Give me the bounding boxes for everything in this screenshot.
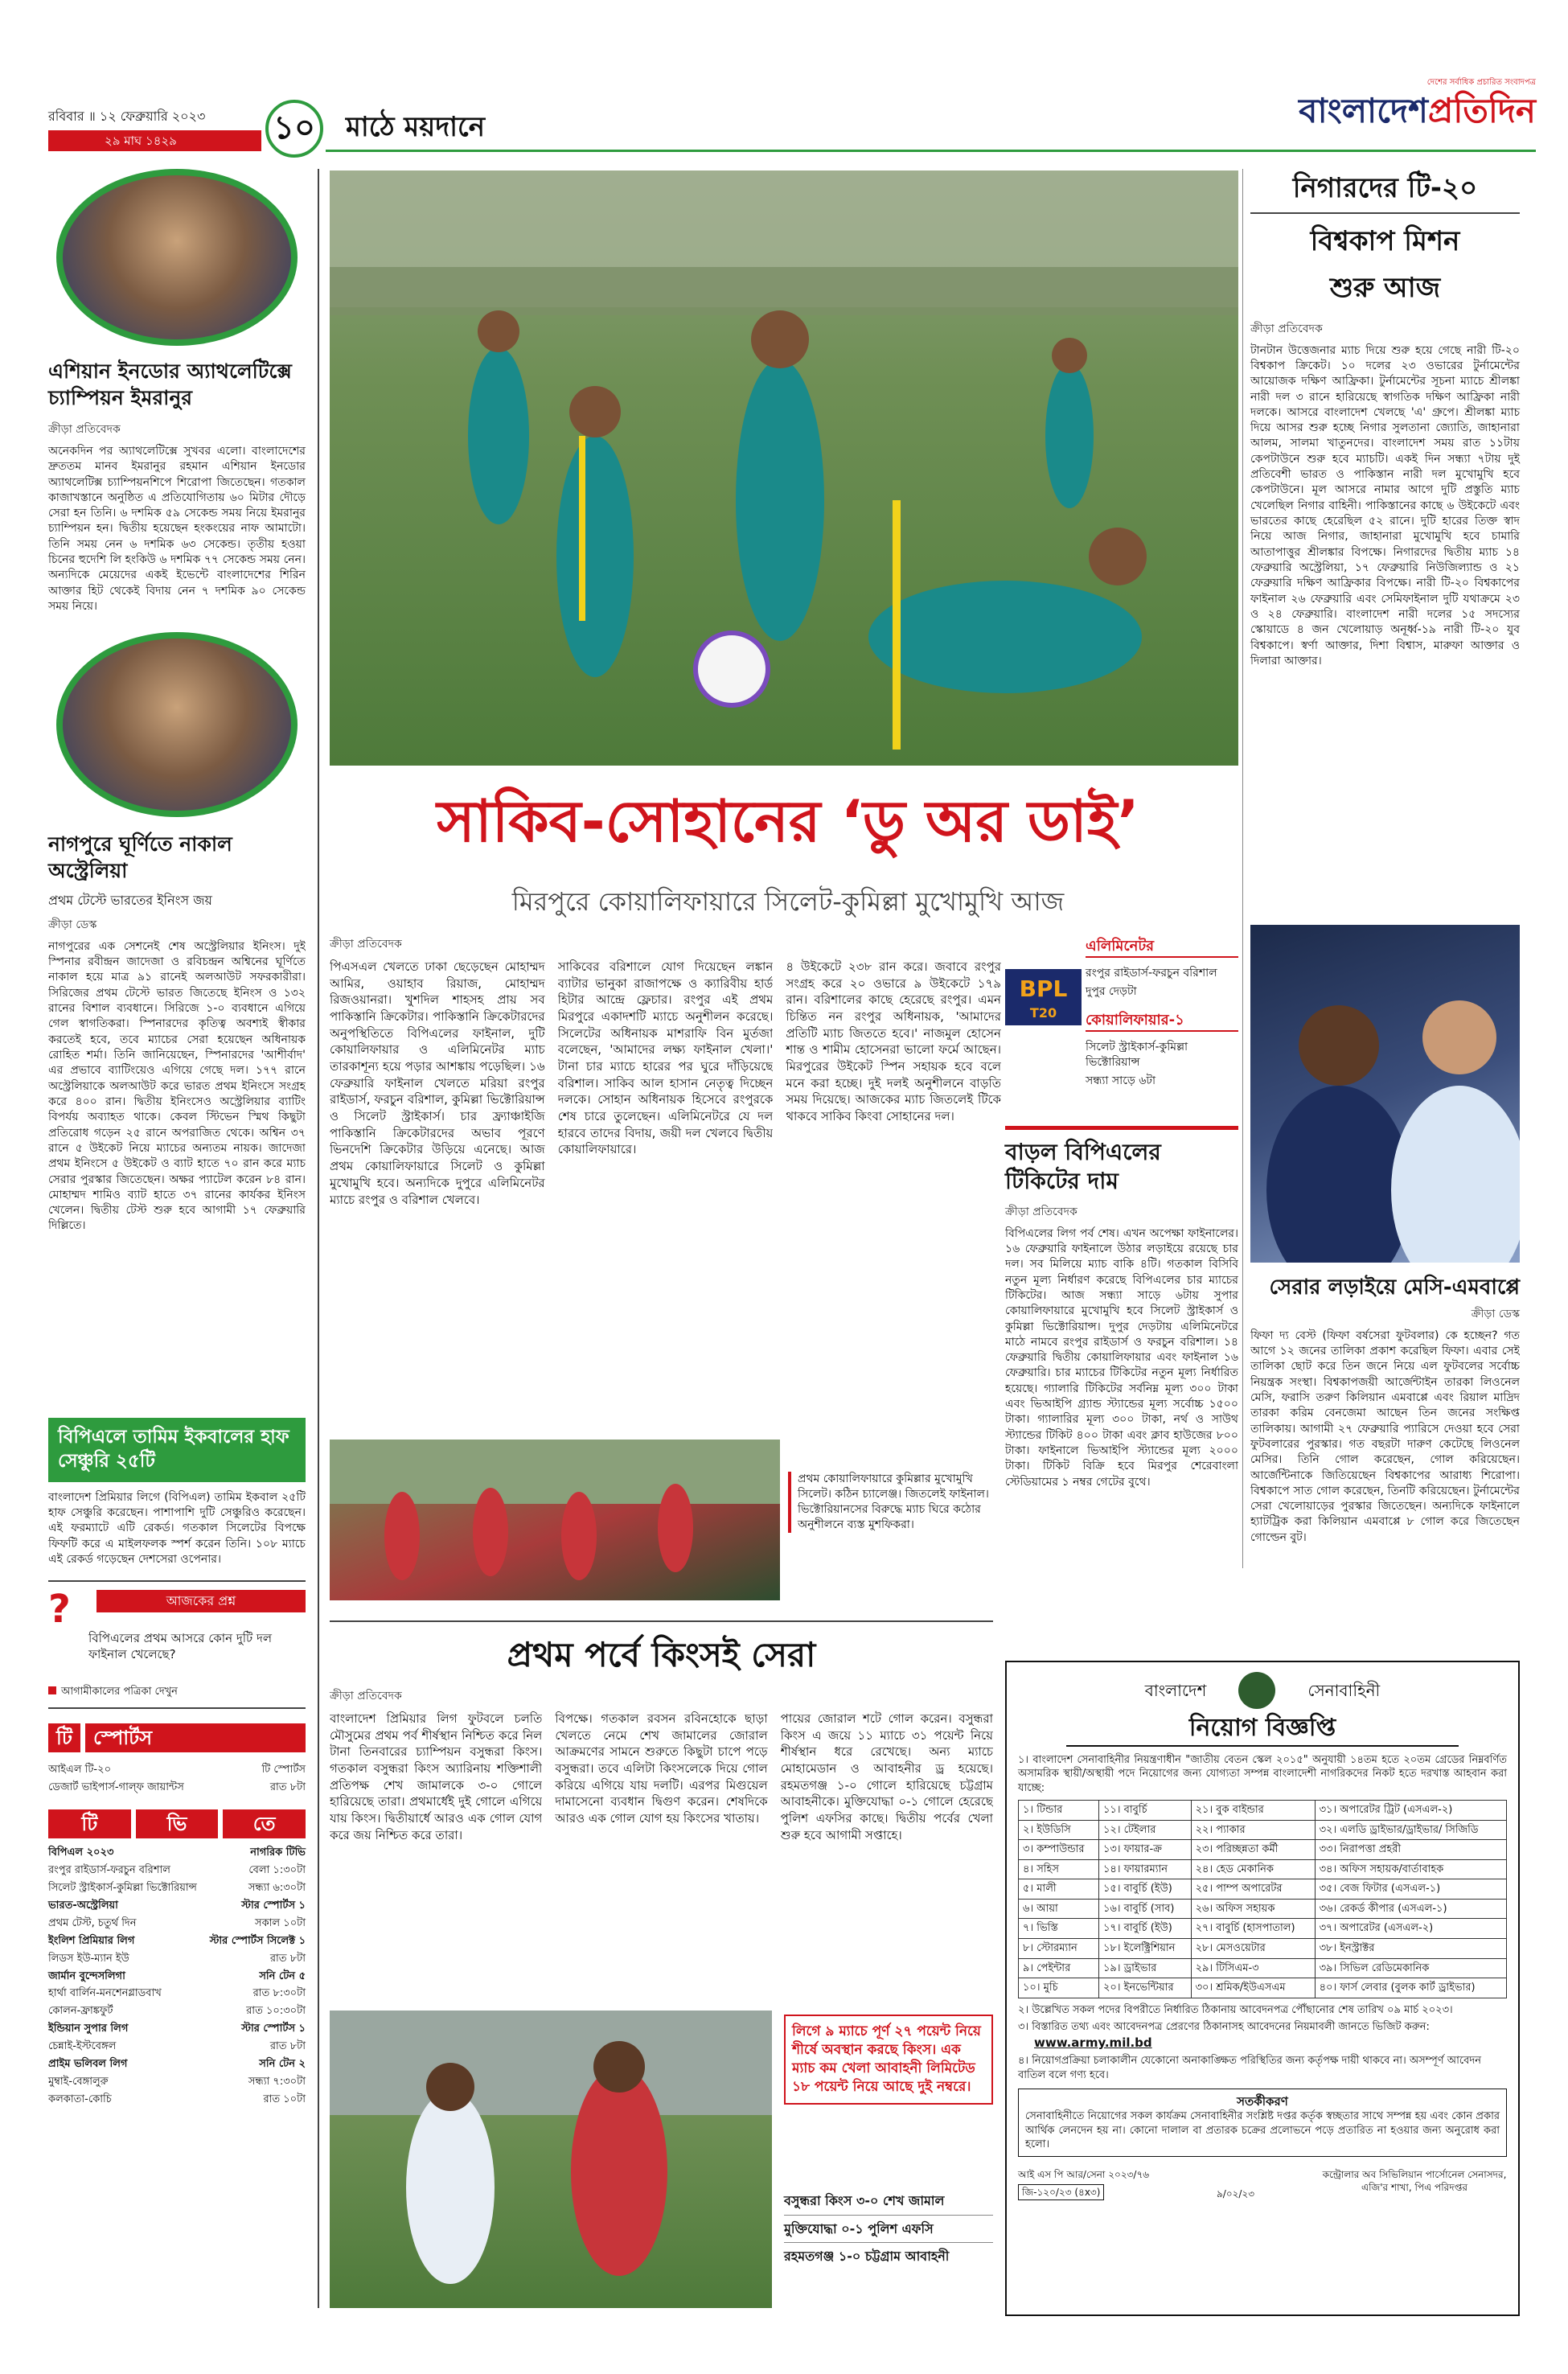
bpl-logo-sub: T20 [1029,1004,1057,1021]
ad-warning [1018,2089,1507,2157]
main-subhead: মিরপুরে কোয়ালিফায়ারে সিলেট-কুমিল্লা মুখোমুখি আজ [511,886,1065,917]
ashwin-photo [56,632,298,817]
tv-channel: সন্ধ্যা ৬:৩০টা [248,1882,306,1895]
tv-channel: সনি টেন ৫ [259,1969,306,1982]
tv-event: ইন্ডিয়ান সুপার লিগ [48,2023,129,2035]
job-cell: ১১। বাবুর্চি [1098,1801,1191,1821]
main-headline [346,787,1230,855]
bpl-logo [1005,969,1082,1025]
tv-list-row [48,2040,306,2054]
main-col-3: ৪ উইকেটে ২৩৮ রান করে। জবাবে রংপুর সংগ্রহ করে ২০ ওভারে ৯ উইকেটে ১৭৯ রান। বরিশালের কাছে হেরেছে রংপুর। এমন চিন্তিত নন রংপুর অধিনায়ক, 'আমাদের প্রতিটি ম্যাচ জিততে হবে।' নাজমুল হোসেন শান্ত ও শামীম হোসেনরা ভালো ফর্মে আছেন। মিরপুরের উইকেট স্পিন সহায়ক হবে বলে মনে করা হচ্ছে। দুই দলই অনুশীলনে বাড়তি সময় দিয়েছে। আজকের ম্যাচ জিতলেই টিকে থাকবে সাকিব কিংবা সোহানের দল। [786,959,1002,1124]
tv-sports-row [48,1781,306,1795]
qualifier-label: কোয়ালিফায়ার-১ [1086,1011,1238,1032]
tv-channel: সন্ধ্যা ৭:৩০টা [248,2075,306,2088]
results-list [784,2187,993,2270]
job-cell: ২৭। বাবুর্চি (হাসপাতাল) [1191,1919,1315,1939]
story2-subtitle: প্রথম টেস্টে ভারতের ইনিংস জয় [48,893,212,909]
messi-story [1250,1275,1520,1586]
tv-channel: নাগরিক টিভি [250,1846,306,1859]
masthead-logo [1299,77,1536,133]
square-bullet-icon [48,1686,56,1694]
tv-event: সিলেট স্ট্রাইকার্স-কুমিল্লা ভিক্টোরিয়ান্স [48,1882,197,1895]
main-col-2: সাকিবের বরিশালে যোগ দিয়েছেন লঙ্কান ব্যাটার ভানুকা রাজাপক্ষে ও ক্যারিবীয় হার্ড হিটার আন্দ্রে ফ্লেচার। রংপুর এই প্রথম মিরপুরে একাদশটি ম্যাচে অনুশীলন করেছে। সিলেটের অধিনায়ক মাশরাফি বিন মুর্তজা বলেছেন, 'আমাদের লক্ষ্য ফাইনাল খেলা।' টানা চার ম্যাচে হারের পর ঘুরে দাঁড়িয়েছে বরিশাল। সাকিব আল হাসান নেতৃত্ব দিচ্ছেন দলকে। সোহান অধিনায়ক হিসেবে রংপুরকে শেষ চারে তুলেছেন। এলিমিনেটরে যে দল হারবে তাদের বিদায়, জয়ী দল খেলবে দ্বিতীয় কোয়ালিফায়ারে। [557,959,774,1157]
women-wc-story [1250,170,1520,669]
job-cell: ১০। মুচি [1019,1978,1099,1998]
eliminator-time: দুপুর দেড়টা [1086,985,1137,999]
football-photo-illustration [330,2011,772,2308]
ad-note-2: ২। উল্লেখিত সকল পদের বিপরীতে নির্ধারিত ঠিকানায় আবেদনপত্র পৌঁছানোর শেষ তারিখ ০৯ মার্চ ২০২৩। [1018,2003,1453,2016]
army-emblem-icon [1238,1672,1275,1709]
ad-footer-date: ৯/০২/২৩ [1216,2188,1255,2200]
tv-list-row [48,1935,306,1949]
tv-channel: রাত ৮:৩০টা [252,1987,306,2000]
messi-mbappe-photo [1250,925,1520,1263]
job-row [1019,1958,1507,1978]
job-cell: ৩০। শ্রমিক/ইউএসএম [1191,1978,1315,1998]
tv-channel: সনি টেন ২ [259,2058,306,2071]
quiz-title: আজকের প্রশ্ন [96,1590,306,1612]
tv-channel: স্টার স্পোর্টস সিলেক্ট ১ [209,1934,306,1947]
tv-list-row [48,1987,306,2001]
tv-channel: রাত ৮টা [269,2040,306,2053]
messi-photo-illustration [1250,925,1520,1263]
job-cell: ১৩। ফায়ার-ক্র [1098,1840,1191,1860]
story2-title: নাগপুরে ঘূর্ণিতে নাকাল অস্ট্রেলিয়া [48,832,232,882]
tv-sports-event: আইএল টি-২০ [48,1764,112,1776]
tv-event: ভারত-অস্ট্রেলিয়া [48,1900,118,1912]
tv-channel: রাত ১০:৩০টা [246,2005,306,2018]
women-title-1: নিগারদের টি-২০ [1250,170,1520,214]
ad-website-link[interactable]: www.army.mil.bd [1034,2035,1152,2050]
army-ad [1005,1661,1520,2316]
messi-byline: ক্রীড়া ডেস্ক [1471,1307,1520,1320]
main-col-1: পিএসএল খেলতে ঢাকা ছেড়েছেন মোহাম্মদ আমির, ওয়াহাব রিয়াজ, মোহাম্মদ রিজওয়ানরা। খুশদিল শাহসহ প্রায় সব পাকিস্তানি ক্রিকেটার। পাকিস্তানি ক্রিকেটারদের অনুপস্থিতিতে বিপিএলের ফাইনাল, দুটি কোয়ালিফায়ার ও এলিমিনেটর ম্যাচ তারকাশূন্য হয়ে পড়ার আশঙ্কায় পড়েছিল। ১৬ ফেব্রুয়ারি ফাইনাল খেলতে মরিয়া রংপুর রাইডার্স, ফরচুন বরিশাল, কুমিল্লা ভিক্টোরিয়ান্স ও সিলেট স্ট্রাইকার্স। চার ফ্র্যাঞ্চাইজি পাকিস্তানি ক্রিকেটারদের অভাব পূরণে ভিনদেশি ক্রিকেটার উড়িয়ে এনেছে। আজ প্রথম কোয়ালিফায়ারে সিলেট ও কুমিল্লা মুখোমুখি হবে। অন্যদিকে দুপুরে এলিমিনেটর ম্যাচে রংপুর ও বরিশাল খেলবে। [330,959,545,1207]
tv-channel: রাত ৮টা [269,1952,306,1965]
women-title-3: শুরু আজ [1329,271,1441,304]
tv-channel: রাত ১০টা [263,2093,306,2105]
tv-sports-tag-2: স্পোর্টস [85,1723,306,1752]
tv-event: কলকাতা-কোচি [48,2093,112,2105]
story3-title-box [48,1418,306,1482]
job-cell: ৩৮। ইনস্ট্রাক্টর [1315,1938,1506,1958]
job-cell: ১৪। ফায়ারম্যান [1098,1859,1191,1879]
tv-event: বিপিএল ২০২৩ [48,1846,114,1859]
bpl-schedule [1005,937,1238,1110]
story1-title: এশিয়ান ইনডোর অ্যাথলেটিক্সে চ্যাম্পিয়ন ইমরানুর [48,359,292,409]
ad-warning-title: সতর্কীকরণ [1237,2094,1288,2109]
quiz-box [48,1580,306,1709]
practice-photo-illustration [330,1440,780,1600]
main-training-photo [330,170,1238,766]
kings-byline: ক্রীড়া প্রতিবেদক [330,1690,402,1702]
job-row [1019,1820,1507,1840]
job-cell: ১২। টেইলার [1098,1820,1191,1840]
ad-org-left: বাংলাদেশ [1144,1680,1207,1700]
story1-byline: ক্রীড়া প্রতিবেদক [48,423,121,436]
qualifier-time: সন্ধ্যা সাড়ে ৬টা [1086,1074,1156,1088]
job-cell: ১৬। বাবুর্চি (সাব) [1098,1899,1191,1919]
kings-rule [330,1620,993,1622]
job-row [1019,1840,1507,1860]
job-cell: ৬। আয়া [1019,1899,1099,1919]
job-cell: ১৯। ড্রাইভার [1098,1958,1191,1978]
job-cell: ১৮। ইলেক্ট্রিশিয়ান [1098,1938,1191,1958]
tv-list-row [48,1882,306,1896]
tv-sports-row [48,1764,306,1777]
job-cell: ২৬। অফিস সহায়ক [1191,1899,1315,1919]
story1-body: অনেকদিন পর অ্যাথলেটিক্সে সুখবর এলো। বাংলাদেশের দ্রুততম মানব ইমরানুর রহমান এশিয়ান ইনডোর অ্যাথলেটিক্স চ্যাম্পিয়নশিপে শিরোপা জিতেছেন। গতকাল কাজাখস্তানে অনুষ্ঠিত এ প্রতিযোগিতায় ৬০ মিটার দৌড়ে সেরা হন তিনি। ৬ দশমিক ৫৯ সেকেন্ড সময় নিয়ে ইমরানুর চ্যাম্পিয়ন হন। দ্বিতীয় হয়েছেন হংকংয়ের নাফ আমাটো। তিনি সময় নেন ৬ দশমিক ৬৩ সেকেন্ড। তৃতীয় হওয়া চিনের হুদেশি লি হংকিউ ৬ দশমিক ৭৭ সেকেন্ড সময় নেন। অন্যদিকে মেয়েদের একই ইভেন্টে বাংলাদেশের শিরিন আক্তার হিট থেকেই বিদায় নেন ৭ দশমিক ৯০ সেকেন্ড সময় নিয়ে। [48,444,306,614]
ad-note-4: ৪। নিয়োগপ্রক্রিয়া চলাকালীন যেকোনো অনাকাঙ্ক্ষিত পরিস্থিতির জন্য কর্তৃপক্ষ দায়ী থাকবে না। অসম্পূর্ণ আবেদন বাতিল বলে গণ্য হবে। [1018,2054,1481,2081]
main-story [330,937,1001,1449]
ticket-story [1005,1126,1238,1717]
job-row [1019,1978,1507,1998]
job-cell: ২২। প্যাকার [1191,1820,1315,1840]
story2-body: নাগপুরের এক সেশনেই শেষ অস্ট্রেলিয়ার ইনিংস। দুই স্পিনার রবীন্দ্রন জাদেজা ও রবিচন্দ্রন অশ্বিনের ঘূর্ণিতে নাকাল হয়ে মাত্র ৯১ রানেই অলআউট সফরকারীরা। সিরিজের প্রথম টেস্টে ভারত জিতেছে ইনিংস ও ১৩২ রানের বিশাল ব্যবধানে। সিরিজে ১-০ ব্যবধানে এগিয়ে গেল স্বাগতিকরা। স্পিনারদের কৃতিত্ব অবশ্যই স্বীকার করতেই হবে, তবে ম্যাচের সেরা হয়েছেন অধিনায়ক রোহিত শর্মা। তিনি জানিয়েছেন, স্পিনারদের 'আশীর্বাদ' এর প্রভাবে ব্যাটিংয়েও এগিয়ে গেছে দল। ১৭৭ রানে অস্ট্রেলিয়াকে অলআউট করে ভারত প্রথম ইনিংসে সংগ্রহ করে ৪০০ রান। দ্বিতীয় ইনিংসেও অস্ট্রেলিয়ার ব্যাটিং বিপর্যয় অব্যাহত থাকে। কেবল স্টিভেন স্মিথ কিছুটা প্রতিরোধ গড়েন ২৫ রানে অপরাজিত থেকে। অশ্বিন ৩৭ রানে ৫ উইকেট নিয়ে ম্যাচের অন্যতম নায়ক। জাদেজা প্রথম ইনিংসে ৫ উইকেট ও ব্যাট হাতে ৭০ রান করে ম্যাচ সেরার পুরস্কার জিতেছেন। অক্ষর প্যাটেল করেন ৮৪ রান। মোহাম্মদ শামিও ব্যাট হাতে ৩৭ রানের কার্যকর ইনিংস খেলেন। দ্বিতীয় টেস্ট শুরু হবে আগামী ১৭ ফেব্রুয়ারি দিল্লিতে। [48,939,306,1233]
story3-body: বাংলাদেশ প্রিমিয়ার লিগে (বিপিএল) তামিম ইকবাল ২৫টি হাফ সেঞ্চুরি করেছেন। পাশাপাশি দুটি সেঞ্চুরিও করেছেন। এই ফরম্যাটে এটি রেকর্ড। গতকাল সিলেটের বিপক্ষে ফিফটি করে এ মাইলফলক স্পর্শ করেন তিনি। ১০৮ ম্যাচে এই রেকর্ড গড়েছেন দেশসেরা ওপেনার। [48,1490,306,1566]
job-cell: ২৯। টিসিএম-৩ [1191,1958,1315,1978]
kings-story [330,1689,993,2000]
eliminator-label: এলিমিনেটর [1086,937,1238,958]
job-cell: ৩৬। রেকর্ড কীপার (এসএল-১) [1315,1899,1506,1919]
tv-sports-event: ডেজার্ট ভাইপার্স-গাল্‌ফ জায়ান্টস [48,1781,184,1794]
job-cell: ২১। বুক বাইন্ডার [1191,1801,1315,1821]
job-row [1019,1879,1507,1900]
tv-header [48,1809,306,1838]
tv-sports-channel: টি স্পোর্টস [261,1764,306,1776]
section-title: মাঠে ময়দানে [346,111,485,143]
women-title-2: বিশ্বকাপ মিশন [1310,224,1460,257]
job-cell: ৯। পেইন্টার [1019,1958,1099,1978]
job-cell: ৪। সহিস [1019,1859,1099,1879]
qualifier-photo-caption: প্রথম কোয়ালিফায়ারে কুমিল্লার মুখোমুখি সিলেট। কঠিন চ্যালেঞ্জ। জিতলেই ফাইনাল। ভিক্টোরিয়ানসের বিরুদ্ধে ম্যাচ ঘিরে কঠোর অনুশীলনে ব্যস্ত মুশফিকরা। [788,1472,997,1533]
result-item: বসুন্ধরা কিংস ৩-০ শেখ জামাল [784,2187,993,2216]
job-cell: ৩। কম্পাউন্ডার [1019,1840,1099,1860]
header-date: রবিবার ॥ ১২ ফেব্রুয়ারি ২০২৩ [48,109,206,124]
job-cell: ২৩। পরিচ্ছন্নতা কর্মী [1191,1840,1315,1860]
question-icon: ? [48,1587,71,1633]
tv-event: রংপুর রাইডার্স-ফরচুন বরিশাল [48,1864,170,1877]
tv-event: কোলন-ফ্রাঙ্কফুর্ট [48,2005,113,2018]
kings-red-box: লিগে ৯ ম্যাচে পূর্ণ ২৭ পয়েন্ট নিয়ে শীর্ষে অবস্থান করছে কিংস। এক ম্যাচ কম খেলা আবাহনী লিমিটেড ১৮ পয়েন্ট নিয়ে আছে দুই নম্বরে। [784,2015,993,2105]
tv-event: প্রথম টেস্ট, চতুর্থ দিন [48,1916,137,1929]
ad-note-3: ৩। বিস্তারিত তথ্য এবং আবেদনপত্র প্রেরণের ঠিকানাসহ আবেদনের নিয়মাবলী জানতে ভিজিট করুন: [1018,2021,1430,2034]
masthead-name-2: প্রতিদিন [1427,90,1536,130]
tv-list-row [48,2023,306,2036]
ad-footer-ref: আই এস পি আর/সেনা ২০২৩/৭৬ [1018,2168,1150,2180]
bpl-logo-text: BPL [1019,975,1068,1002]
tv-channel: স্টার স্পোর্টস ১ [241,1900,306,1912]
tv-event: ইংলিশ প্রিমিয়ার লিগ [48,1934,135,1947]
quiz-question: বিপিএলের প্রথম আসরে কোন দুটি দল ফাইনাল খেলেছে? [88,1630,273,1661]
tv-list-row [48,1900,306,1913]
ticket-body: বিপিএলের লিগ পর্ব শেষ। এখন অপেক্ষা ফাইনালের। ১৬ ফেব্রুয়ারি ফাইনালে উঠার লড়াইয়ে রয়েছে চার দল। সব মিলিয়ে ম্যাচ বাকি ৪টি। গতকাল বিসিবি নতুন মূল্য নির্ধারণ করেছে বিপিএলের চার ম্যাচের টিকিটের। আজ সন্ধ্যা সাড়ে ৬টায় সুপার কোয়ালিফায়ারে মুখোমুখি হবে সিলেট স্ট্রাইকার্স ও কুমিল্লা ভিক্টোরিয়ান্স। দুপুর দেড়টায় এলিমিনেটরে মাঠে নামবে রংপুর রাইডার্স ও ফরচুন বরিশাল। ১৪ ফেব্রুয়ারি দ্বিতীয় কোয়ালিফায়ার এবং ফাইনাল ১৬ ফেব্রুয়ারি। চার ম্যাচের টিকিটের নতুন মূল্য নির্ধারিত হয়েছে। গ্যালারি টিকিটের সর্বনিম্ন মূল্য ৩০০ টাকা এবং ভিআইপি গ্র্যান্ড স্ট্যান্ডের মূল্য সর্বোচ্চ ১৫০০ টাকা। গ্যালারির মূল্য ৩০০ টাকা, নর্থ ও সাউথ স্ট্যান্ডের টিকিট ৪০০ টাকা এবং ক্লাব হাউজের ৮০০ টাকা। ফাইনালে ভিআইপি স্ট্যান্ডের মূল্য ২০০০ টাকা। টিকিট বিক্রি হবে মিরপুর শেরেবাংলা স্টেডিয়ামের ১ নম্বর গেটের বুথে। [1005,1226,1238,1489]
job-cell: ৪০। ফার্স লেবার (বুলক কার্ট ড্রাইভার) [1315,1978,1506,1998]
tv-channel: সকাল ১০টা [254,1916,306,1929]
tv-list-row [48,1970,306,1984]
tv-list [48,1846,306,2106]
header-date-bar: ২৯ মাঘ ১৪২৯ [48,130,261,151]
qualifier-practice-photo [330,1440,780,1600]
women-byline: ক্রীড়া প্রতিবেদক [1250,322,1323,335]
kings-title: প্রথম পর্বে কিংসই সেরা [507,1635,816,1674]
tv-event: মুম্বাই-বেঙ্গালুরু [48,2075,109,2088]
job-cell: ২৮। মেসওয়েটার [1191,1938,1315,1958]
tv-event: জার্মান বুন্দেসলিগা [48,1969,125,1982]
job-cell: ২০। ইনভেন্টিয়ার [1098,1978,1191,1998]
tv-sports-channel: রাত ৮টা [269,1781,306,1794]
job-cell: ৭। ভিস্তি [1019,1919,1099,1939]
messi-title: সেরার লড়াইয়ে মেসি-এমবাপ্পে [1269,1275,1520,1300]
job-cell: ৮। স্টোরম্যান [1019,1938,1099,1958]
tv-tag-1: টি [48,1809,131,1838]
headline-part-a: সাকিব-সোহানের [437,787,821,855]
tv-sports-header [48,1723,306,1752]
ad-title: নিয়োগ বিজ্ঞপ্তি [1066,1712,1459,1747]
kings-col-1: বাংলাদেশ প্রিমিয়ার লিগ ফুটবলে চলতি মৌসুমের প্রথম পর্ব শীর্ষস্থান নিশ্চিত করে নিল টানা তিনবারের চ্যাম্পিয়ন বসুন্ধরা কিংস। গতকাল বসুন্ধরা কিংস অ্যারিনায় শক্তিশালী প্রতিপক্ষ শেখ জামালকে ৩-০ গোলে হারিয়েছে তারা। প্রথমার্ধেই দুই গোলে এগিয়ে যায় কিংস। দ্বিতীয়ার্ধে আরও এক গোল যোগ করে জয় নিশ্চিত করে তারা। [330,1711,543,1842]
tv-sports-tag-1: টি [48,1723,80,1752]
job-row [1019,1919,1507,1939]
quiz-footer [48,1685,306,1699]
messi-body: ফিফা দ্য বেস্ট (ফিফা বর্ষসেরা ফুটবলার) কে হচ্ছেন? গত আগে ১২ জনের তালিকা প্রকাশ করেছিল ফিফা। এবার সেই তালিকা ছোট করে তিন জনে নিয়ে এল ফুটবলের সর্বোচ্চ নিয়ন্ত্রক সংস্থা। বিশ্বকাপজয়ী আর্জেন্টাইন তারকা লিওনেল মেসি, ফরাসি তরুণ কিলিয়ান এমবাপ্পে এবং রিয়াল মাদ্রিদ তারকা করিম বেনজেমা আছেন তিন জনের সংক্ষিপ্ত তালিকায়। আগামী ২৭ ফেব্রুয়ারি প্যারিসে দেওয়া হবে সেরা ফুটবলারের পুরস্কার। গত বছরটা দারুণ কেটেছে লিওনেল মেসির। তিনি গোল করেছেন, গোল করিয়েছেন। আর্জেন্টিনাকে জিতিয়েছেন বিশ্বকাপের আরাধ্য শিরোপা। বিশ্বকাপে সাত গোল করেছেন, তিনটি করিয়েছেন। টুর্নামেন্টের সেরা খেলোয়াড়ের পুরস্কার জিতেছেন। অন্যদিকে ফাইনালে হ্যাটট্রিক করা কিলিয়ান এমবাপ্পে ৮ গোল করে জিতেছেন গোল্ডেন বুট। [1250,1329,1520,1544]
left-column [48,169,306,2111]
tv-list-row [48,1917,306,1931]
tv-list-row [48,1953,306,1966]
job-cell: ৩৪। অফিস সহায়ক/বার্তাবাহক [1315,1859,1506,1879]
main-photo-illustration [330,170,1238,766]
tv-event: লিডস ইউ-ম্যান ইউ [48,1952,129,1965]
tv-list-row [48,2093,306,2107]
main-byline: ক্রীড়া প্রতিবেদক [330,938,402,951]
job-cell: ৩৫। বেজ ফিটার (এসএল-১) [1315,1879,1506,1900]
tv-list-row [48,1864,306,1878]
ad-footer-code: জি-১২০/২৩ (৪x৩) [1018,2184,1104,2200]
headline-part-b: ‘ডু অর ডাই’ [840,787,1139,855]
job-cell: ২। ইউডিসি [1019,1820,1099,1840]
qualifier-match: সিলেট স্ট্রাইকার্স-কুমিল্লা ভিক্টোরিয়ান্স [1086,1041,1188,1070]
rule-left [318,169,319,2308]
quiz-footer-text: আগামীকালের পত্রিকা দেখুন [61,1686,178,1698]
tv-channel: স্টার স্পোর্টস ১ [241,2023,306,2035]
tv-tag-2: ভি [136,1809,219,1838]
job-cell: ৩৭। অপারেটর (এসএল-২) [1315,1919,1506,1939]
result-item: মুক্তিযোদ্ধা ০-১ পুলিশ এফসি [784,2216,993,2244]
page-number: ১০ [265,100,323,158]
ad-warning-body: সেনাবাহিনীতে নিয়োগের সকল কার্যক্রম সেনাবাহিনীর সংশ্লিষ্ট দপ্তর কর্তৃক স্বচ্ছতার সাথে সম্পন্ন হয় এবং কোন প্রকার আর্থিক লেনদেন হয় না। কোনো দালাল বা প্রতারক চক্রের প্রলোভনে পড়ে প্রতারিত না হওয়ার জন্য অনুরোধ করা হলো। [1025,2110,1500,2151]
ad-footer [1018,2168,1507,2200]
job-row [1019,1801,1507,1821]
tv-channel: বেলা ১:৩০টা [248,1864,306,1877]
header [48,78,1536,153]
ticket-title: বাড়ল বিপিএলের টিকিটের দাম [1005,1139,1161,1195]
football-photo [330,2011,772,2308]
masthead-line [326,150,1536,152]
tv-event: চেন্নাই-ইস্টবেঙ্গল [48,2040,117,2053]
job-cell: ১৫। বাবুর্চি (ইউ) [1098,1879,1191,1900]
imranur-photo [56,169,298,346]
masthead-tag: দেশের সর্বাধিক প্রচারিত সংবাদপত্র [1426,78,1536,87]
kings-col-3: পায়ের জোরাল শটে গোল করেন। বসুন্ধরা কিংস এ জয়ে ১১ ম্যাচে ৩১ পয়েন্ট নিয়ে শীর্ষস্থান ধরে রেখেছে। অন্য ম্যাচে মোহামেডান ও আবাহনীর ড্র হয়েছে। রহমতগঞ্জ ১-০ গোলে হারিয়েছে চট্টগ্রাম আবাহনীকে। মুক্তিযোদ্ধা ০-১ গোলে হেরেছে পুলিশ এফসির কাছে। দ্বিতীয় পর্বের খেলা শুরু হবে আগামী সপ্তাহে। [780,1711,993,1842]
tv-tag-3: তে [223,1809,306,1838]
job-cell: ১। টিন্ডার [1019,1801,1099,1821]
tv-event: হার্থা বার্লিন-মনশেনগ্লাডবাখ [48,1987,162,2000]
story2-byline: ক্রীড়া ডেস্ক [48,918,97,931]
ticket-byline: ক্রীড়া প্রতিবেদক [1005,1205,1077,1218]
tv-list-row [48,2005,306,2019]
masthead-name-1: বাংলাদেশ [1299,90,1428,130]
job-cell: ৫। মালী [1019,1879,1099,1900]
ad-jobs-table [1018,1800,1507,1998]
ad-footer-signatory: কন্ট্রোলার অব সিভিলিয়ান পার্সোনেল সেনাসদর, এজি'র শাখা, পিএ পরিদপ্তর [1322,2168,1507,2194]
job-cell: ১৭। বাবুর্চি (ইউ) [1098,1919,1191,1939]
job-cell: ৩৯। সিভিল রেডিমেকানিক [1315,1958,1506,1978]
story3-title: বিপিএলে তামিম ইকবালের হাফ সেঞ্চুরি ২৫টি [58,1426,289,1472]
ad-org-right: সেনাবাহিনী [1307,1680,1381,1700]
job-row [1019,1899,1507,1919]
tv-list-row [48,1846,306,1860]
job-row [1019,1938,1507,1958]
result-item: রহমতগঞ্জ ১-০ চট্টগ্রাম আবাহনী [784,2249,950,2265]
rule-right [1242,169,1243,1568]
job-cell: ২৪। হেড মেকানিক [1191,1859,1315,1879]
tv-list-row [48,2058,306,2072]
job-cell: ৩৩। নিরাপত্তা প্রহরী [1315,1840,1506,1860]
job-cell: ৩১। অপারেটর ট্রিট (এসএল-২) [1315,1801,1506,1821]
eliminator-match: রংপুর রাইডার্স-ফরচুন বরিশাল [1086,967,1217,980]
tv-list-row [48,2076,306,2089]
job-cell: ২৫। পাম্প অপারেটর [1191,1879,1315,1900]
women-body: টানটান উত্তেজনার ম্যাচ দিয়ে শুরু হয়ে গেছে নারী টি-২০ বিশ্বকাপ ক্রিকেট। ১০ দলের ২৩ ওভারের টুর্নামেন্টের আয়োজক দক্ষিণ আফ্রিকা। টুর্নামেন্টের সূচনা ম্যাচে শ্রীলঙ্কা নারী দল ৩ রানে হারিয়েছে স্বাগতিক দক্ষিণ আফ্রিকা নারী দলকে। আসরে বাংলাদেশ খেলছে 'এ' গ্রুপে। শ্রীলঙ্কা ম্যাচ দিয়ে আসর শুরু হচ্ছে নিগার সুলতানা জ্যোতি, জাহানারা আলম, সালমা খাতুনদের। বাংলাদেশ সময় রাত ১১টায় কেপটাউনে শুরু হবে ম্যাচটি। একই দিন সন্ধ্যা ৭টায় দুই প্রতিবেশী ভারত ও পাকিস্তান নারী দল মুখোমুখি হবে কেপটাউনে। মূল আসরে নামার আগে দুটি প্রস্তুতি ম্যাচ খেলেছিল নিগার বাহিনী। পাকিস্তানের কাছে ৬ উইকেটে এবং ভারতের কাছে হেরেছিল ৫২ রানে। দুটি হারের তিক্ত স্বাদ নিয়ে আজ নিগার, জাহানারা মুখোমুখি হবে চামারি আতাপাত্তুর শ্রীলঙ্কার বিপক্ষে। নিগারদের দ্বিতীয় ম্যাচ ১৪ ফেব্রুয়ারি অস্ট্রেলিয়া, ১৭ ফেব্রুয়ারি নিউজিল্যান্ড ও ২১ ফেব্রুয়ারি দক্ষিণ আফ্রিকার বিপক্ষে। নারী টি-২০ বিশ্বকাপের ফাইনাল ২৬ ফেব্রুয়ারি এবং সেমিফাইনাল দুটি যথাক্রমে ২৩ ও ২৪ ফেব্রুয়ারি। বাংলাদেশ নারী দলের ১৫ সদস্যের স্কোয়াডে ৪ জন খেলোয়াড় অনূর্ধ্ব-১৯ নারী টি-২০ যুব বিশ্বকাপে। স্বর্ণা আক্তার, দিশা বিশ্বাস, মারুফা আক্তার ও দিলারা আক্তার। [1250,343,1520,667]
job-row [1019,1859,1507,1879]
job-cell: ৩২। এলডি ড্রাইভার/ড্রাইভার/ সিজিডি [1315,1820,1506,1840]
kings-col-2: বিপক্ষে। গতকাল রবসন রবিনহোকে ছাড়া খেলতে নেমে শেখ জামালের জোরাল আক্রমণের সামনে শুরুতে কিছুটা চাপে পড়ে বসুন্ধরা। তবে এলিটা কিংসলেকে দিয়ে গোল করিয়ে এগিয়ে যায় দলটি। এরপর মিগুয়েল দামাসেনো ব্যবধান দ্বিগুণ করেন। শেষদিকে আরও এক গোল যোগ হয় কিংসের খাতায়। [555,1711,768,1826]
ad-intro: ১। বাংলাদেশ সেনাবাহিনীর নিয়ন্ত্রণাধীন "জাতীয় বেতন স্কেল ২০১৫" অনুযায়ী ১৪তম হতে ২০তম গ্রেডের নিম্নবর্ণিত অসামরিক স্থায়ী/অস্থায়ী পদে নিয়োগের জন্য যোগ্যতা সম্পন্ন বাংলাদেশী নাগরিকদের নিকট হতে দরখাস্ত আহবান করা যাচ্ছে: [1018,1753,1507,1794]
tv-event: প্রাইম ভলিবল লিগ [48,2058,128,2071]
